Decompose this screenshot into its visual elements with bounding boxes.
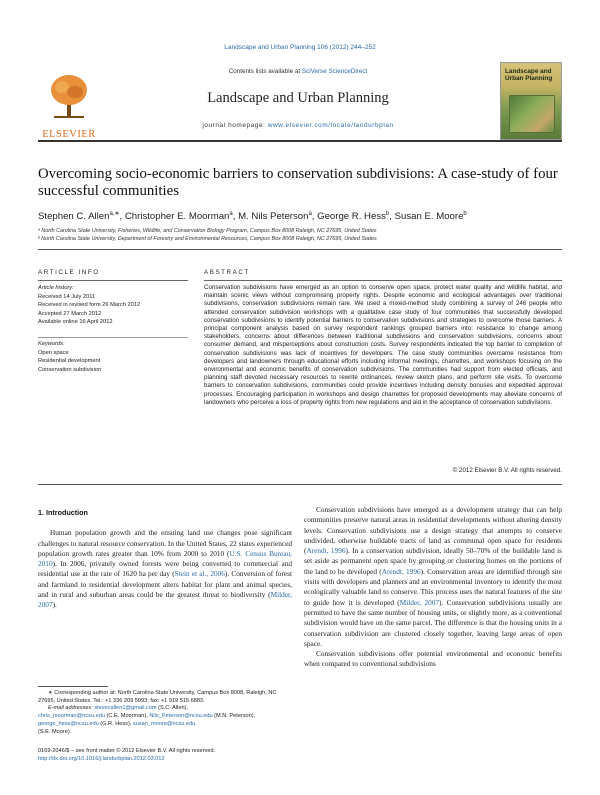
text: (M.N. Peterson), <box>212 713 256 720</box>
elsevier-logo <box>38 68 100 140</box>
corresponding-author-note: ∗ Corresponding author at: North Carolina State University, Campus Box 8008, Raleigh, NC 27695, United States. Tel.: +1 336 209 5093; fax: +1 919 515 6883. <box>38 690 277 704</box>
divider <box>38 484 562 485</box>
email-addresses <box>38 705 292 736</box>
author-name[interactable]: George R. Hess <box>317 211 386 223</box>
author-name[interactable]: Christopher E. Moorman <box>124 211 230 223</box>
contents-prefix: Contents lists available at <box>228 68 302 75</box>
affiliation-marker: a <box>308 211 312 217</box>
email-label: E-mail addresses: <box>48 705 95 712</box>
text: (G.R. Hess), <box>98 720 133 727</box>
text: (C.E. Moorman), <box>104 713 150 720</box>
author-separator: , <box>311 211 318 223</box>
divider <box>204 280 562 281</box>
history-item: Available online 16 April 2012 <box>38 319 113 325</box>
keywords-heading: Keywords: <box>38 341 65 347</box>
cover-title: Landscape and Urban Planning <box>505 68 553 82</box>
citation-link[interactable]: Arendt, 1996 <box>381 566 421 576</box>
divider <box>38 337 188 338</box>
issn-line: 0169-2046/$ – see front matter © 2012 Elsevier B.V. All rights reserved. <box>38 748 216 754</box>
article-info-label: ARTICLE INFO <box>38 269 100 276</box>
abstract-text: Conservation subdivisions have emerged as an option to conserve open space, protect water quality and wildlife habitat, and maintain scenic views without compromising property rights. Despite economic and ecological advantages over traditional subdivisions, conservation subdivisions remain rare. We used a mixed-method study combining a survey of 246 people who attended conservation subdivision workshops with a qualitative case study of four communities that successfully developed conservation subdivisions to identify potential barriers to conservation subdivisions and strategies to overcome those barriers. A principal component analysis based on survey respondent rankings grouped barriers into: resistance to change among stakeholders, concerns about differences between traditional subdivisions and conservation subdivisions, concerns about consumer demand, and misperceptions about construction costs. Survey respondents indicated the top barrier to completion of conservation subdivisions was lack of incentives for developers. The case study communities overcame resistance from developers and landowners through educational efforts including informal meetings, charrettes, and workshops focusing on the environmental and economic benefits of conservation subdivisions. The communities had support from elected officials, and planning staff devoted necessary resources to rewrite ordinances, review sketch plans, and perform site visits. To overcome barriers to conservation subdivisions, communities could provide incentives including density bonuses and expedited approval processes. Encouraging participation in workshops and design charrettes for proposed developments may alleviate concerns of landowners who perceive a loss of property rights from new regulations and aid in the acceptance of conservation subdivisions. <box>204 284 562 406</box>
affiliation-marker: a <box>229 211 233 217</box>
author-name[interactable]: M. Nils Peterson <box>238 211 309 223</box>
history-item: Received in revised form 26 March 2012 <box>38 302 141 308</box>
elsevier-tree-icon <box>48 72 90 120</box>
journal-citation: Landscape and Urban Planning 106 (2012) 244–252 <box>224 44 376 51</box>
citation-link[interactable]: Stein et al., 2006 <box>174 569 225 579</box>
journal-cover-thumbnail <box>500 62 562 140</box>
text: ). Conservation subdivisions usually are permitted to have the same number of housing units, or slightly more, as a conventional subdivision would have on the same parcel. The difference is that the housing units in a conservation subdivision are clustered closely together, leaving large areas of open space. <box>304 597 562 648</box>
left-column <box>38 508 292 611</box>
citation-link[interactable]: U.S. Census Bureau, 2010 <box>38 548 292 569</box>
text: Conservation subdivisions have emerged as a development strategy that can help communities preserve natural areas in residential developments without altering density levels. Conservation subdivisions use a design strategy that attempts to conserve undivided, otherwise buildable tracts of land as communal open space for residents ( <box>304 505 562 556</box>
divider <box>38 249 562 250</box>
journal-homepage <box>108 122 488 129</box>
right-column <box>304 505 562 670</box>
history-item: Received 14 July 2011 <box>38 293 96 300</box>
doi-block <box>38 748 292 763</box>
paragraph <box>304 505 562 649</box>
citation-link[interactable]: Milder, 2007 <box>399 597 440 607</box>
author-separator: , <box>232 211 239 223</box>
homepage-link[interactable]: www.elsevier.com/locate/landurbplan <box>267 122 394 129</box>
abstract-label: ABSTRACT <box>204 269 250 276</box>
citation-link[interactable]: Arendt, 1996 <box>306 546 346 556</box>
affiliation-marker: b <box>463 211 467 217</box>
footnotes <box>38 690 292 736</box>
affiliation-marker: a,∗ <box>109 211 120 217</box>
keyword-item: Open space <box>38 349 69 356</box>
email-link[interactable]: chris_moorman@ncsu.edu <box>38 713 105 720</box>
affiliation-b: ᵇ North Carolina State University, Department of Forestry and Environmental Resources, Campus Box 8008 Raleigh, NC 27695, United States <box>38 236 377 242</box>
footnote-divider <box>38 686 108 687</box>
section-heading: 1. Introduction <box>38 508 88 517</box>
email-link[interactable]: george_hess@ncsu.edu <box>38 720 99 727</box>
history-heading: Article history: <box>38 285 74 291</box>
contents-line <box>108 68 488 75</box>
affiliation-a: ᵃ North Carolina State University, Fisheries, Wildlife, and Conservation Biology Program, Campus Box 8008 Raleigh, NC 27695, United States <box>38 228 377 234</box>
paragraph <box>38 528 292 610</box>
sciverse-link[interactable]: SciVerse ScienceDirect <box>301 68 368 75</box>
email-link[interactable]: susan_moore@ncsu.edu <box>132 720 196 727</box>
text: Human population growth and the ensuing land use changes pose significant challenges to natural resource conservation. In the United States, 22 states experienced population growth rates greater than 10% from 2000 to 2010 ( <box>38 528 292 558</box>
author-name[interactable]: Susan E. Moore <box>394 211 464 223</box>
article-history <box>38 284 188 327</box>
author-separator: , <box>389 211 395 223</box>
text: ). Conservation areas are identified through site visits with developers and planners and an environmental inventory to identify the most ecologically valuable land to conserve. This process uses the natural features of the site to guide how it is developed ( <box>304 566 562 607</box>
paragraph: Conservation subdivisions offer potential environmental and economic benefits when compared to conventional subdivisions <box>304 649 562 669</box>
text: ). Conversion of forest and farmland to residential development alters habitat for plant and animal species, and in rural and suburban areas could be the greatest threat to biodiversity ( <box>38 569 292 600</box>
text: (S.C. Allen), <box>156 705 188 712</box>
text: ). In 2006, privately owned forests were being converted to commercial and residential use at the rate of 1620 ha per day ( <box>38 559 292 579</box>
header-divider <box>38 140 562 142</box>
keyword-item: Residential development <box>38 358 101 364</box>
email-link[interactable]: stevecallen1@gmail.com <box>94 705 157 712</box>
keyword-item: Conservation subdivision <box>38 366 102 373</box>
journal-name: Landscape and Urban Planning <box>207 90 389 106</box>
text: (S.E. Moore). <box>38 728 72 735</box>
journal-masthead <box>38 60 562 140</box>
citation-link[interactable]: Milder, 2007 <box>38 590 292 610</box>
journal-title-band <box>108 68 488 132</box>
keywords <box>38 340 188 374</box>
author-separator: , <box>119 211 125 223</box>
email-link[interactable]: Nils_Peterson@ncsu.edu <box>149 713 213 720</box>
divider <box>38 280 188 281</box>
text: ). <box>52 600 57 610</box>
article-title: Overcoming socio-economic barriers to conservation subdivisions: A case-study of four successful communities <box>38 166 558 200</box>
text: ). In a conservation subdivision, ideally 50–70% of the buildable land is set aside as permanent open space by grouping or clustering homes on the portions of the land to be developed ( <box>304 546 562 576</box>
history-item: Accepted 27 March 2012 <box>38 310 102 317</box>
copyright-notice: © 2012 Elsevier B.V. All rights reserved. <box>452 467 562 474</box>
homepage-prefix: journal homepage: <box>202 122 268 129</box>
cover-image <box>509 95 555 133</box>
affiliation-marker: b <box>385 211 390 217</box>
author-list <box>38 210 578 222</box>
author-name[interactable]: Stephen C. Allen <box>38 211 110 223</box>
publisher-name: ELSEVIER <box>42 129 96 140</box>
doi-link[interactable]: http://dx.doi.org/10.1016/j.landurbplan.2012.03.012 <box>38 755 165 762</box>
